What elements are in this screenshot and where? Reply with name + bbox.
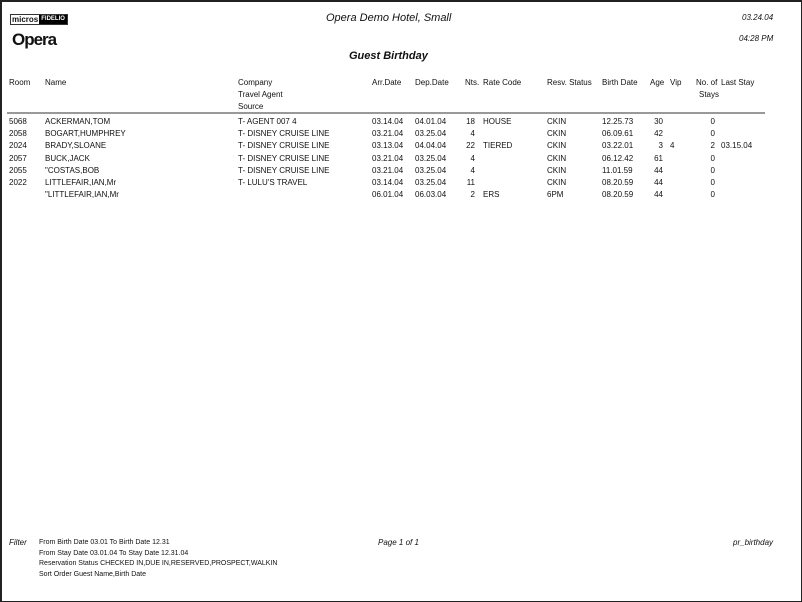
cell-name: BRADY,SLOANE <box>45 141 107 151</box>
cell-dep: 04.01.04 <box>415 117 447 126</box>
col-rate-code: Rate Code <box>483 78 522 87</box>
page-number: Page 1 of 1 <box>378 538 419 547</box>
cell-dep: 03.25.04 <box>415 165 447 175</box>
cell-company: T- DISNEY CRUISE LINE <box>238 141 330 151</box>
cell-stays: 0 <box>710 190 715 200</box>
cell-name: "LITTLEFAIR,IAN,Mr <box>45 190 119 200</box>
cell-arr: 03.14.04 <box>372 178 404 187</box>
cell-status: CKIN <box>547 178 567 187</box>
cell-room: 2057 <box>9 153 27 163</box>
cell-status: CKIN <box>547 129 567 139</box>
hotel-name: Opera Demo Hotel, Small <box>326 12 452 24</box>
cell-age: 42 <box>654 129 663 139</box>
cell-birth: 08.20.59 <box>602 178 634 187</box>
cell-dep: 03.25.04 <box>415 129 447 139</box>
col-room: Room <box>9 78 31 87</box>
cell-dep: 03.25.04 <box>415 178 447 187</box>
cell-birth: 06.09.61 <box>602 129 634 139</box>
cell-room: 2055 <box>9 165 27 175</box>
cell-status: CKIN <box>547 117 567 126</box>
cell-dep: 03.25.04 <box>415 153 447 163</box>
cell-dep: 04.04.04 <box>415 141 447 151</box>
cell-room: 2024 <box>9 141 27 151</box>
col-vip: Vip <box>670 78 682 87</box>
micros-fidelio-logo: micros FIDELIO <box>10 14 68 25</box>
cell-stays: 0 <box>710 153 715 163</box>
filter-line: From Stay Date 03.01.04 To Stay Date 12.31.04 <box>39 550 189 557</box>
cell-company: T- AGENT 007 4 <box>238 117 297 126</box>
col-stays: No. of <box>696 78 718 87</box>
cell-name: "COSTAS,BOB <box>45 165 100 175</box>
cell-nts: 2 <box>470 190 475 200</box>
cell-birth: 06.12.42 <box>602 153 634 163</box>
cell-age: 3 <box>658 141 663 151</box>
cell-company: T- LULU'S TRAVEL <box>238 178 308 187</box>
cell-name: BOGART,HUMPHREY <box>45 129 126 139</box>
cell-name: BUCK,JACK <box>45 153 90 163</box>
opera-logo: Opera <box>12 30 57 49</box>
cell-stays: 0 <box>710 117 715 126</box>
col-nights: Nts. <box>465 78 480 87</box>
col-dep-date: Dep.Date <box>415 78 449 87</box>
cell-last: 03.15.04 <box>721 141 753 151</box>
col-source: Source <box>238 102 264 111</box>
col-birth-date: Birth Date <box>602 78 638 87</box>
cell-nts: 4 <box>470 129 475 139</box>
col-resv-status: Resv. Status <box>547 78 592 87</box>
col-travel-agent: Travel Agent <box>238 90 283 99</box>
cell-company: T- DISNEY CRUISE LINE <box>238 165 330 175</box>
cell-arr: 03.21.04 <box>372 153 404 163</box>
cell-company: T- DISNEY CRUISE LINE <box>238 129 330 139</box>
cell-name: ACKERMAN,TOM <box>45 117 111 126</box>
cell-status: CKIN <box>547 165 567 175</box>
report-time: 04:28 PM <box>739 34 774 43</box>
cell-age: 44 <box>654 178 663 187</box>
cell-age: 61 <box>654 153 663 163</box>
cell-arr: 03.14.04 <box>372 117 404 126</box>
cell-dep: 06.03.04 <box>415 190 447 200</box>
cell-rate: ERS <box>483 190 500 200</box>
cell-nts: 11 <box>466 178 475 187</box>
cell-room: 5068 <box>9 117 27 126</box>
cell-room: 2058 <box>9 129 27 139</box>
cell-arr: 03.21.04 <box>372 165 404 175</box>
cell-nts: 22 <box>466 141 475 151</box>
cell-room: 2022 <box>9 178 27 187</box>
cell-birth: 12.25.73 <box>602 117 634 126</box>
cell-nts: 4 <box>470 165 475 175</box>
cell-company: T- DISNEY CRUISE LINE <box>238 153 330 163</box>
col-last-stay: Last Stay <box>721 78 755 87</box>
cell-birth: 08.20.59 <box>602 190 634 200</box>
filter-line: Sort Order Guest Name,Birth Date <box>39 571 146 578</box>
cell-vip: 4 <box>670 141 675 151</box>
report-title: Guest Birthday <box>349 50 428 62</box>
cell-arr: 06.01.04 <box>372 190 404 200</box>
report-name: pr_birthday <box>733 538 774 547</box>
cell-birth: 03.22.01 <box>602 141 634 151</box>
cell-status: CKIN <box>547 141 567 151</box>
report-date: 03.24.04 <box>742 13 774 22</box>
cell-age: 44 <box>654 165 663 175</box>
filter-line: Reservation Status CHECKED IN,DUE IN,RESERVED,PROSPECT,WALKIN <box>39 560 278 567</box>
col-company: Company <box>238 78 273 87</box>
header-divider <box>7 112 765 114</box>
col-name: Name <box>45 78 67 87</box>
cell-arr: 03.21.04 <box>372 129 404 139</box>
cell-status: 6PM <box>547 190 564 200</box>
cell-age: 30 <box>654 117 663 126</box>
cell-nts: 18 <box>466 117 475 126</box>
cell-arr: 03.13.04 <box>372 141 404 151</box>
cell-status: CKIN <box>547 153 567 163</box>
col-stays-2: Stays <box>699 90 720 99</box>
cell-age: 44 <box>654 190 663 200</box>
cell-birth: 11.01.59 <box>602 165 633 175</box>
cell-stays: 0 <box>710 165 715 175</box>
cell-nts: 4 <box>470 153 475 163</box>
cell-stays: 2 <box>710 141 715 151</box>
cell-stays: 0 <box>710 129 715 139</box>
filter-label: Filter <box>9 538 27 547</box>
filter-line: From Birth Date 03.01 To Birth Date 12.31 <box>39 539 170 546</box>
cell-rate: TIERED <box>483 141 513 151</box>
cell-stays: 0 <box>710 178 715 187</box>
col-age: Age <box>650 78 665 87</box>
cell-name: LITTLEFAIR,IAN,Mr <box>45 178 117 187</box>
col-arr-date: Arr.Date <box>372 78 402 87</box>
cell-rate: HOUSE <box>483 117 512 126</box>
